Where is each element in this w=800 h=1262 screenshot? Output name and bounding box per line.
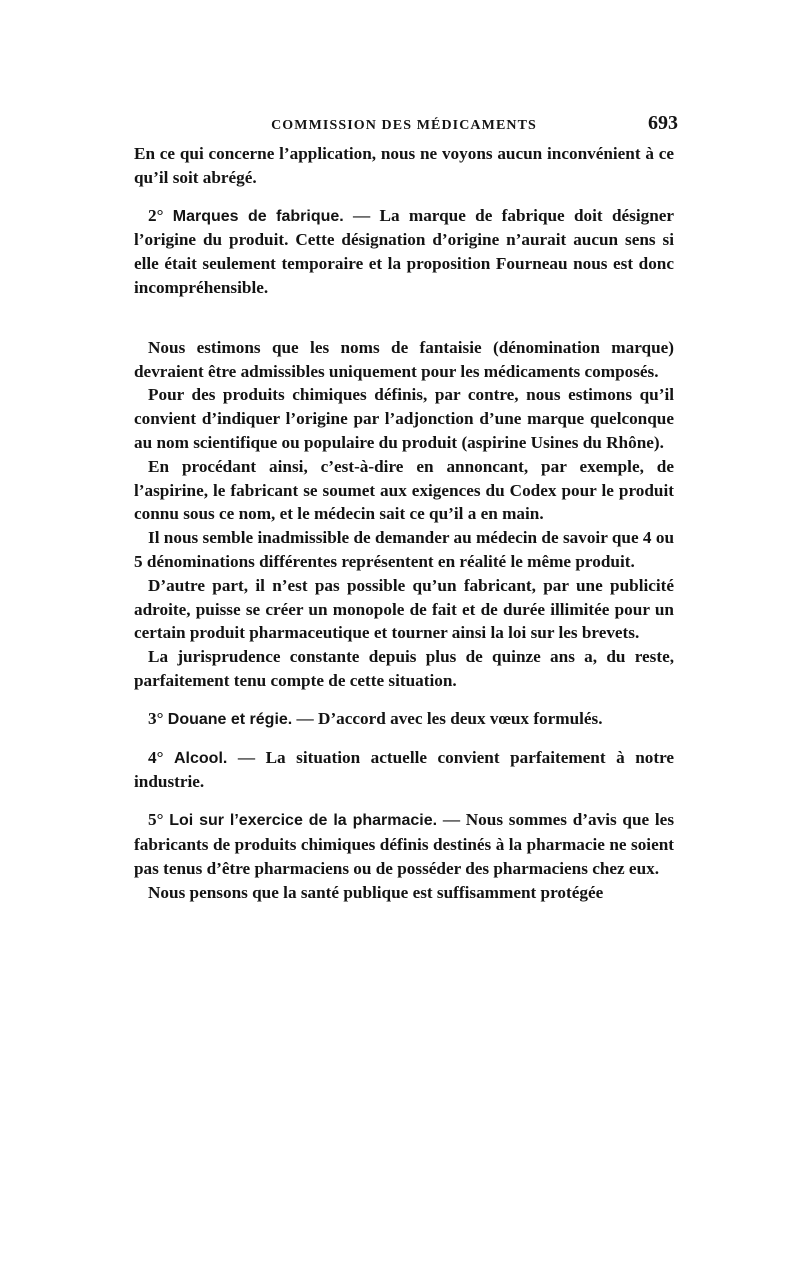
section-heading: Marques de fabrique. <box>172 207 344 225</box>
section-paragraph <box>134 707 674 732</box>
running-title: COMMISSION DES MÉDICAMENTS <box>271 118 537 133</box>
paragraph <box>134 383 674 454</box>
section-paragraph <box>134 204 674 300</box>
section-heading: Alcool. <box>174 749 228 767</box>
section-paragraph <box>134 808 674 880</box>
paragraph <box>134 574 674 645</box>
paragraph-text: — Nous sommes d’avis que les fabricants de produits chimiques définis destinés à la pharmacie ne soient pas tenus d’être pharmaciens ou de posséder des pharmaciens chez eux. <box>134 810 675 878</box>
paragraph-text: Nous estimons que les noms de fantaisie (dénomination marque) devraient être admissibles uniquement pour les médicaments composés. <box>134 337 674 381</box>
paragraph <box>134 142 674 190</box>
paragraph-text: — La situation actuelle convient parfaitement à notre industrie. <box>134 747 675 792</box>
paragraph <box>134 645 674 693</box>
section-paragraph <box>134 746 674 795</box>
paragraph-text: En ce qui concerne l’application, nous ne voyons aucun inconvénient à ce qu’il soit abrégé. <box>134 144 674 187</box>
paragraph <box>134 881 674 905</box>
section-number: 4° <box>148 747 164 767</box>
section-heading: Loi sur l’exercice de la pharmacie. <box>169 812 438 830</box>
page-header <box>134 112 678 142</box>
paragraph-text: Pour des produits chimiques définis, par contre, nous estimons qu’il convient d’indiquer l’origine par l’adjonction d’une marque quelconque au nom scientifique ou populaire du produit (aspirine Usines du Rhône). <box>134 385 674 452</box>
paragraph-text: D’autre part, il n’est pas possible qu’un fabricant, par une publicité adroite, puisse se créer un monopole de fait et de durée illimitée pour un certain produit pharmaceutique et tourner ainsi la loi sur les brevets. <box>134 575 674 643</box>
paragraph <box>134 526 674 574</box>
paragraph <box>134 455 674 526</box>
paragraph-text: Nous pensons que la santé publique est suffisamment protégée <box>148 882 604 902</box>
section-heading: Douane et régie. <box>167 710 293 728</box>
section-number: 3° <box>148 708 164 728</box>
paragraph-text: En procédant ainsi, c’est-à-dire en annoncant, par exemple, de l’aspirine, le fabricant se soumet aux exigences du Codex pour le produit connu sous ce nom, et le médecin sait ce qu’il a en main. <box>134 456 674 524</box>
paragraph-text: Il nous semble inadmissible de demander au médecin de savoir que 4 ou 5 dénominations différentes représentent en réalité le même produit. <box>134 528 674 571</box>
paragraph-text: — La marque de fabrique doit désigner l’origine du produit. Cette désignation d’origine n’aurait aucun sens si elle était seulement temporaire et la proposition Fourneau nous est donc incompréhensible. <box>134 205 675 297</box>
paragraph-text: — D’accord avec les deux vœux formulés. <box>296 708 603 728</box>
page-number: 693 <box>648 112 678 134</box>
paragraph-text: La jurisprudence constante depuis plus de quinze ans a, du reste, parfaitement tenu compte de cette situation. <box>134 647 674 690</box>
page <box>134 112 678 904</box>
section-number: 2° <box>148 205 164 225</box>
section-number: 5° <box>148 810 164 830</box>
paragraph <box>134 336 674 384</box>
